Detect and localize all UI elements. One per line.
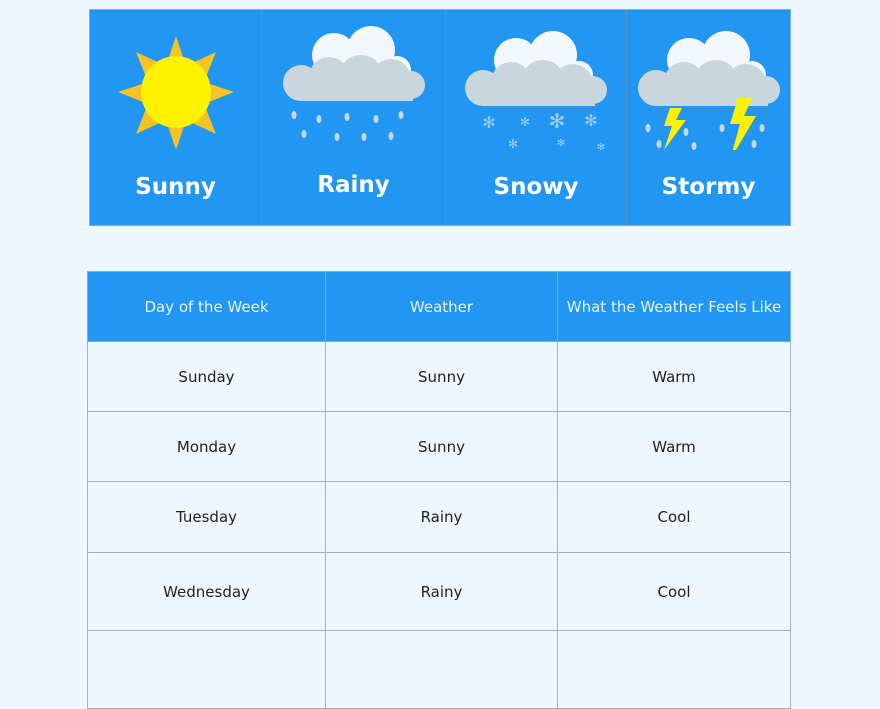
snow-cloud-icon [461,20,611,150]
table-row [88,631,791,709]
weather-card-rainy [262,10,446,225]
rain-cloud-icon [279,15,429,145]
table-row [88,482,791,553]
svg-text:✻: ✻ [482,113,496,132]
feels-like-cell [558,631,791,709]
weather-cards-panel [89,9,791,226]
svg-text:✻: ✻ [556,138,566,149]
svg-text:✻: ✻ [548,109,566,133]
day-cell: Monday [88,412,326,482]
svg-text:✻: ✻ [519,115,531,129]
weather-table [87,271,791,709]
day-cell: Tuesday [88,482,326,553]
weather-cell: Rainy [326,482,558,553]
weather-card-label: Snowy [493,174,579,200]
weather-cell [326,631,558,709]
column-header-weather: Weather [326,272,558,342]
weather-cell: Sunny [326,342,558,412]
table-row [88,342,791,412]
weather-card-label: Stormy [661,174,756,200]
svg-text:✻: ✻ [596,142,606,150]
feels-like-cell: Warm [558,412,791,482]
table-header-row [88,272,791,342]
feels-like-cell: Cool [558,482,791,553]
weather-card-label: Rainy [317,172,390,198]
day-cell: Sunday [88,342,326,412]
feels-like-cell: Cool [558,553,791,631]
storm-cloud-icon [634,20,784,150]
weather-card-stormy [627,10,790,225]
weather-card-sunny [90,10,262,225]
column-header-feels-like: What the Weather Feels Like [558,272,791,342]
day-cell: Wednesday [88,553,326,631]
weather-cell: Rainy [326,553,558,631]
column-header-day: Day of the Week [88,272,326,342]
weather-card-label: Sunny [135,174,216,200]
table-row [88,412,791,482]
svg-text:✻: ✻ [507,137,519,150]
feels-like-cell: Warm [558,342,791,412]
weather-cell: Sunny [326,412,558,482]
weather-card-snowy [446,10,627,225]
table-row [88,553,791,631]
sun-icon [116,34,236,154]
day-cell [88,631,326,709]
svg-text:✻: ✻ [584,111,598,130]
